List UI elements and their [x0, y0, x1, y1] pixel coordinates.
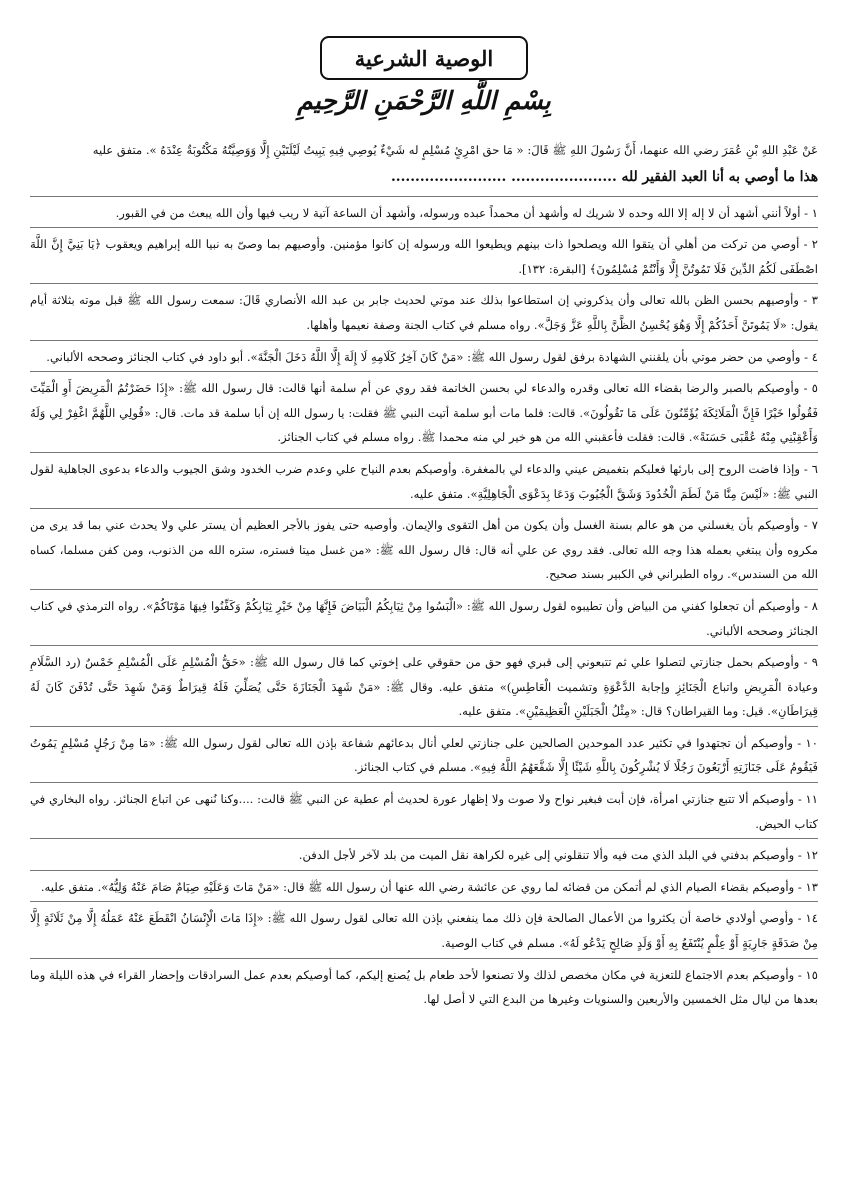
paragraph-13: ١٣ - وأوصيكم بقضاء الصيام الذي لم أتمكن من قضائه لما روي عن عائشة رضي الله عنها أن رسول الله ﷺ قال: «مَنْ مَاتَ وَعَلَيْهِ صِيَامٌ صَامَ عَنْهُ وَلِيُّهُ». متفق عليه. — [30, 870, 818, 902]
paragraph-4: ٤ - وأوصي من حضر موتي بأن يلقنني الشهادة برفق لقول رسول الله ﷺ: «مَنْ كَانَ آخِرُ كَلَامِهِ لَا إِلَهَ إِلَّا اللَّهُ دَخَلَ الْجَنَّةَ». أبو داود في كتاب الجنائز وصححه الألباني. — [30, 340, 818, 372]
paragraph-9: ٩ - وأوصيكم بحمل جنازتي لتصلوا علي ثم تتبعوني إلى قبري فهو حق من حقوقي على إخوتي كما قال رسول الله ﷺ: «حَقُّ الْمُسْلِمِ عَلَى الْمُسْلِمِ خَمْسٌ (رد السَّلَامِ وعيادة الْمَرِيضِ واتباع الْجَنَائِزِ وإجابة الدَّعْوَةِ وتشميت الْعَاطِسِ)» متفق عليه. وقال ﷺ: «مَنْ شَهِدَ الْجَنَازَةَ حَتَّى يُصَلِّيَ فَلَهُ قِيرَاطٌ وَمَنْ شَهِدَ حَتَّى تُدْفَنَ كَانَ لَهُ قِيرَاطَانِ». قيل: وما القيراطان؟ قال: «مِثْلُ الْجَبَلَيْنِ الْعَظِيمَيْنِ». متفق عليه. — [30, 645, 818, 726]
paragraph-11: ١١ - وأوصيكم ألا تتبع جنازتي امرأة، فإن أبت فبغير نواح ولا صوت ولا إظهار عورة لحديث أم عطية عن النبي ﷺ قالت: ....وكنا نُنهى عن اتباع الجنائز. رواه البخاري في كتاب الحيض. — [30, 782, 818, 838]
paragraph-7: ٧ - وأوصيكم بأن يغسلني من هو عالم بسنة الغسل وأن يكون من أهل التقوى والإيمان. وأوصيه حتى يفوز بالأجر العظيم أن يستر علي ولا يحدث عني بما قد يرى من مكروه وأن يبتغي بعمله هذا وجه الله تعالى. فقد روي عن علي أنه قال: قال رسول الله ﷺ: «من غسل ميتا فستره، ستره الله من الذنوب، ومن كفن مسلما، كساه الله من السندس». رواه الطبراني في الكبير بسند صحيح. — [30, 508, 818, 589]
paragraph-14: ١٤ - وأوصي أولادي خاصة أن يكثروا من الأعمال الصالحة فإن ذلك مما ينفعني بإذن الله تعالى لقول رسول الله ﷺ: «إِذَا مَاتَ الْإِنْسَانُ انْقَطَعَ عَنْهُ عَمَلُهُ إِلَّا مِنْ ثَلَاثَةٍ إِلَّا مِنْ صَدَقَةٍ جَارِيَةٍ أَوْ عِلْمٍ يُنْتَفَعُ بِهِ أَوْ وَلَدٍ صَالِحٍ يَدْعُو لَهُ». مسلم في كتاب الوصية. — [30, 901, 818, 957]
paragraph-15: ١٥ - وأوصيكم بعدم الاجتماع للتعزية في مكان مخصص لذلك ولا تصنعوا لأحد طعام بل يُصنع إليكم، كما أوصيكم بعدم عمل السرادقات وإحضار القراء في هذه الليلة وما بعدها من ليال مثل الخمسين والأربعين والسنويات وغيرها من البدع التي لا أصل لها. — [30, 958, 818, 1014]
document-body — [30, 138, 818, 1014]
testator-intro-line: هذا ما أوصي به أنا العبد الفقير لله ...................... ........................ — [391, 168, 818, 185]
paragraph-5: ٥ - وأوصيكم بالصبر والرضا بقضاء الله تعالى وقدره والدعاء لي بحسن الخاتمة فقد روي عن أم سلمة أنها قالت: قال رسول الله ﷺ: «إِذَا حَضَرْتُمُ الْمَرِيضَ أَوِ الْمَيِّتَ فَقُولُوا خَيْرًا فَإِنَّ الْمَلَائِكَةَ يُؤَمِّنُونَ عَلَى مَا تَقُولُونَ». قالت: فلما مات أبو سلمة أتيت النبي ﷺ فقلت: يا رسول الله إن أبا سلمة قد مات. قال: «قُولِي اللَّهُمَّ اغْفِرْ لِي وَلَهُ وَأَعْقِبْنِي مِنْهُ عُقْبَى حَسَنَةً». قالت: فقلت فأعقبني الله من هو خير لي منه محمدا ﷺ. رواه مسلم في كتاب الجنائز. — [30, 371, 818, 452]
basmala: بِسْمِ اللَّهِ الرَّحْمَنِ الرَّحِيمِ — [297, 86, 551, 115]
hadith-intro: عَنْ عَبْدِ اللهِ بْنِ عُمَرَ رضي الله عنهما، أَنَّ رَسُولَ اللهِ ﷺ قَالَ: « مَا حق امْرِئٍ مُسْلِمٍ له شَيْءٌ يُوصِي فِيهِ يَبِيتُ لَيْلَتَيْنِ إِلَّا وَوَصِيَّتُهُ مَكْتُوبَةٌ عِنْدَهُ ». متفق عليه — [92, 143, 818, 157]
paragraph-3: ٣ - وأوصيهم بحسن الظن بالله تعالى وأن يذكروني إن استطاعوا بذلك عند موتي لحديث جابر بن عبد الله الأنصاري قَالَ: سمعت رسول الله ﷺ قبل موته بثلاثة أيام يقول: «لَا يَمُوتَنَّ أَحَدُكُمْ إِلَّا وَهُوَ يُحْسِنُ الظَّنَّ بِاللَّهِ عَزَّ وَجَلَّ». رواه مسلم في كتاب الجنة وصفة نعيمها وأهلها. — [30, 283, 818, 339]
paragraph-2: ٢ - أوصي من تركت من أهلي أن يتقوا الله ويصلحوا ذات بينهم ويطيعوا الله ورسوله إن كانوا مؤمنين. وأوصيهم بما وصىّ به نبيا الله إبراهيم ويعقوب ﴿يَا بَنِيَّ إِنَّ اللَّهَ اصْطَفَى لَكُمُ الدِّينَ فَلَا تَمُوتُنَّ إِلَّا وَأَنْتُمْ مُسْلِمُونَ﴾ [البقرة: ١٣٢]. — [30, 227, 818, 283]
paragraph-8: ٨ - وأوصيكم أن تجعلوا كفني من البياض وأن تطيبوه لقول رسول الله ﷺ: «الْبَسُوا مِنْ ثِيَابِكُمُ الْبَيَاضَ فَإِنَّهَا مِنْ خَيْرِ ثِيَابِكُمْ وَكَفِّنُوا فِيهَا مَوْتَاكُمْ». رواه الترمذي في كتاب الجنائز وصححه الألباني. — [30, 589, 818, 645]
paragraph-1: ١ - أولاً أنني أشهد أن لا إله إلا الله وحده لا شريك له وأشهد أن محمداً عبده ورسوله، وأشهد أن الساعة آتية لا ريب فيها وأن الله يبعث من في القبور. — [30, 196, 818, 228]
paragraph-12: ١٢ - وأوصيكم بدفني في البلد الذي مت فيه وألا تنقلوني إلى غيره لكراهة نقل الميت من بلد لآخر لأجل الدفن. — [30, 838, 818, 870]
paragraph-10: ١٠ - وأوصيكم أن تجتهدوا في تكثير عدد الموحدين الصالحين على جنازتي لعلي أنال بدعائهم شفاعة بإذن الله تعالى لقول رسول الله ﷺ: «مَا مِنْ رَجُلٍ مُسْلِمٍ يَمُوتُ فَيَقُومُ عَلَى جَنَازَتِهِ أَرْبَعُونَ رَجُلًا لَا يُشْرِكُونَ بِاللَّهِ شَيْئًا إِلَّا شَفَّعَهُمُ اللَّهُ فِيهِ». مسلم في كتاب الجنائز. — [30, 726, 818, 782]
document-title-box — [320, 36, 528, 80]
document-title: الوصية الشرعية — [354, 45, 494, 71]
paragraph-6: ٦ - وإذا فاضت الروح إلى بارئها فعليكم بتغميض عيني والدعاء لي بالمغفرة. وأوصيكم بعدم النياح علي وعدم ضرب الخدود وشق الجيوب والدعاء بدعوى الجاهلية لقول النبي ﷺ: «لَيْسَ مِنَّا مَنْ لَطَمَ الْخُدُودَ وَشَقَّ الْجُيُوبَ وَدَعَا بِدَعْوَى الْجَاهِلِيَّةِ». متفق عليه. — [30, 452, 818, 508]
